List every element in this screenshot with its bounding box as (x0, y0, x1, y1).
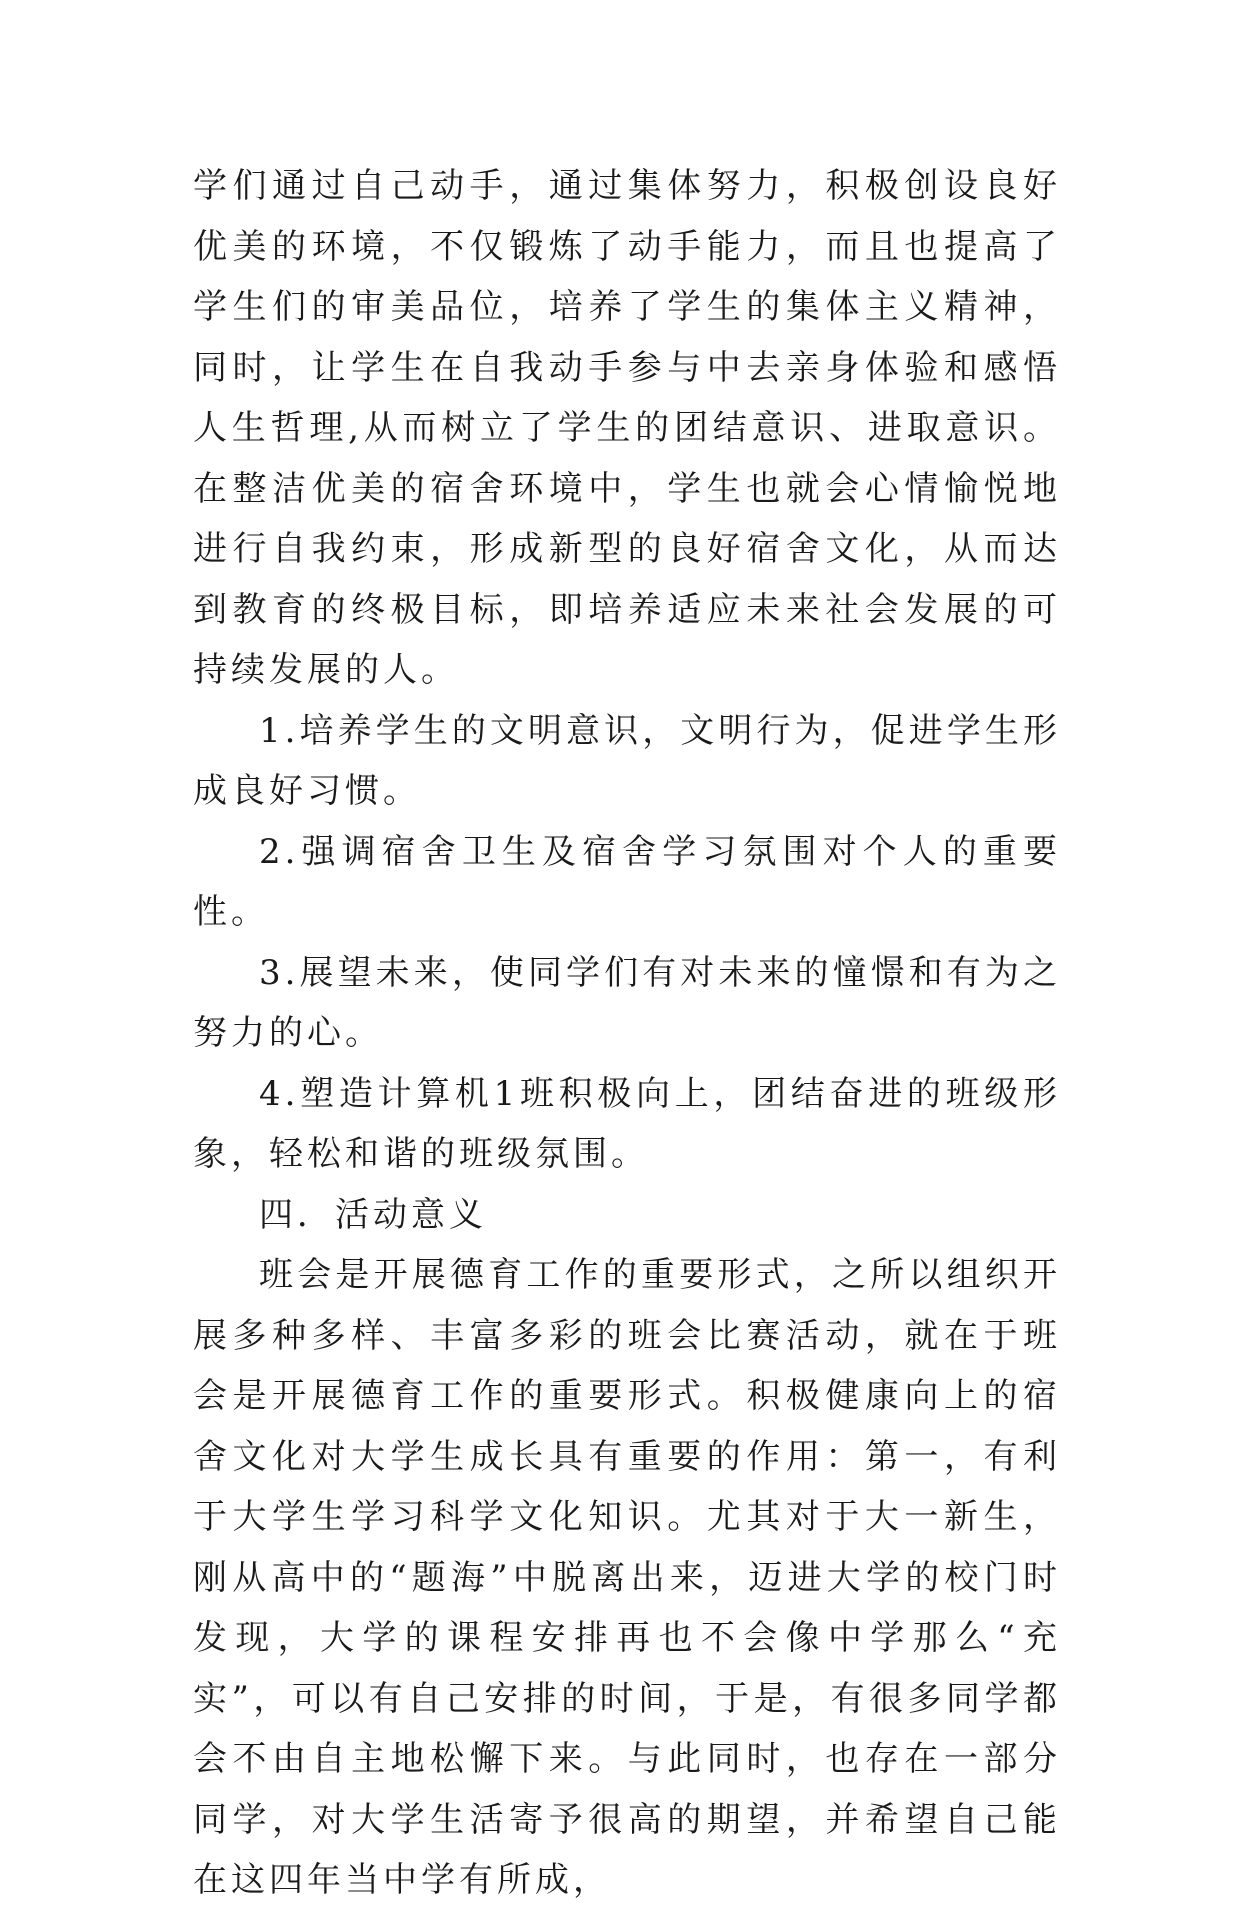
list-item-goal-1: 1.培养学生的文明意识，文明行为，促进学生形成良好习惯。 (193, 710, 1061, 811)
list-item-goal-3: 3.展望未来，使同学们有对未来的憧憬和有为之努力的心。 (193, 952, 1061, 1053)
list-item-goal-2: 2.强调宿舍卫生及宿舍学习氛围对个人的重要性。 (193, 831, 1061, 932)
paragraph-dormitory-environment: 学们通过自己动手，通过集体努力，积极创设良好优美的环境，不仅锻炼了动手能力，而且也提高了学生们的审美品位，培养了学生的集体主义精神，同时，让学生在自我动手参与中去亲身体验和感悟人生哲理,从而树立了学生的团结意识、进取意识。在整洁优美的宿舍环境中，学生也就会心情愉悦地进行自我约束，形成新型的良好宿舍文化，从而达到教育的终极目标，即培养适应未来社会发展的可持续发展的人。 (193, 166, 1061, 690)
section-heading-activity-significance: 四．活动意义 (259, 1194, 487, 1235)
list-item-goal-4: 4.塑造计算机1班积极向上，团结奋进的班级形象，轻松和谐的班级氛围。 (193, 1073, 1061, 1174)
paragraph-class-meeting-significance: 班会是开展德育工作的重要形式，之所以组织开展多种多样、丰富多彩的班会比赛活动，就在于班会是开展德育工作的重要形式。积极健康向上的宿舍文化对大学生成长具有重要的作用：第一，有利于大学生学习科学文化知识。尤其对于大一新生，刚从高中的“题海”中脱离出来，迈进大学的校门时发现，大学的课程安排再也不会像中学那么“充实”，可以有自己安排的时间，于是，有很多同学都会不由自主地松懈下来。与此同时，也存在一部分同学，对大学生活寄予很高的期望，并希望自己能在这四年当中学有所成， (193, 1255, 1061, 1900)
document-body (193, 156, 1061, 1911)
